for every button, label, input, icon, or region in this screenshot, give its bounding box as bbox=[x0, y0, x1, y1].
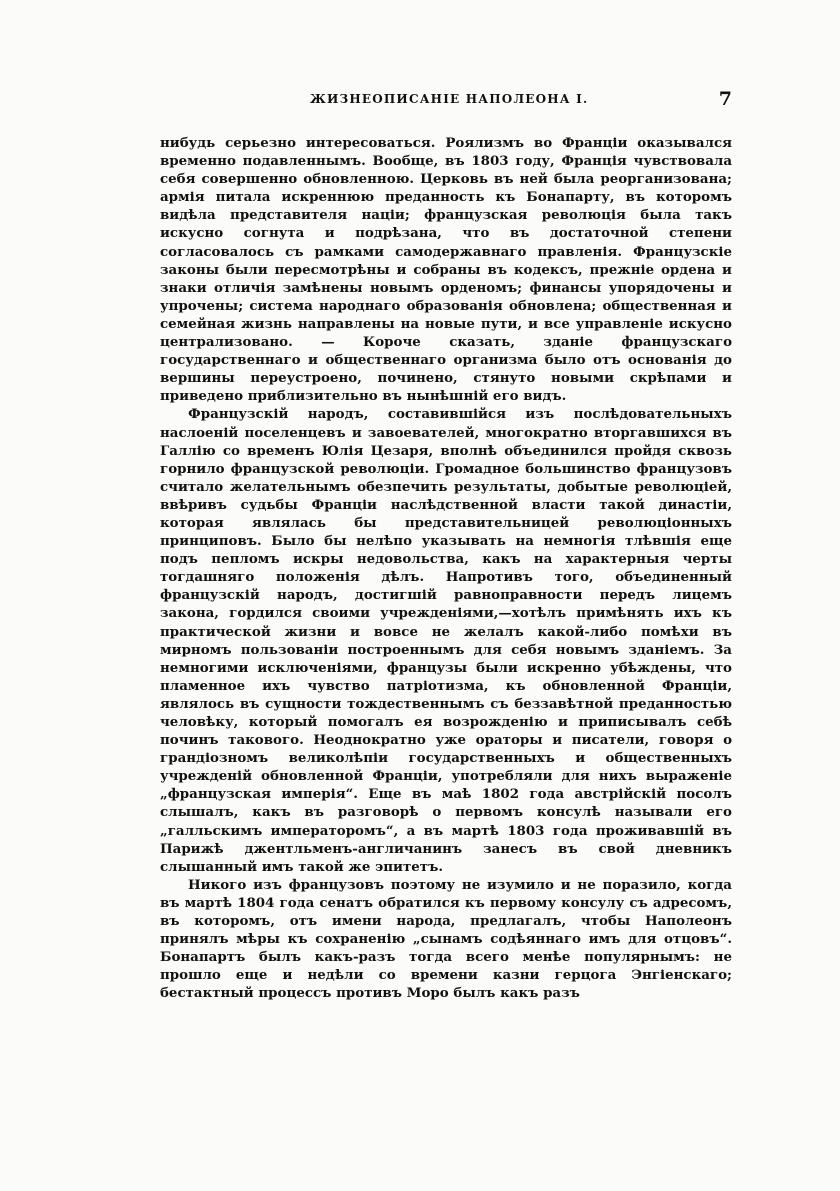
paragraph: Французскій народъ, составившійся изъ послѣдовательныхъ наслоеній поселенцевъ и завоевателей, многократно вторгавшихся въ Галлію со временъ Юлія Цезаря, вполнѣ объединился пройдя сквозь горнило французской революціи. Громадное большинство французовъ считало желательнымъ обезпечить результаты, добытые революціей, ввѣривъ судьбы Франціи наслѣдственной власти такой династіи, которая являлась бы представительницей революціонныхъ принциповъ. Было бы нелѣпо указывать на немногія тлѣвшія еще подъ пепломъ искры недовольства, какъ на характерныя черты тогдашняго положенія дѣлъ. Напротивъ того, объединенный французскій народъ, достигшій равноправности передъ лицемъ закона, гордился своими учрежденіями,—хотѣлъ примѣнять ихъ къ практической жизни и вовсе не желалъ какой-либо помѣхи въ мирномъ пользованіи построеннымъ для себя новымъ зданіемъ. За немногими исключеніями, французы были искренно убѣждены, что пламенное ихъ чувство патріотизма, къ обновленной Франціи, являлось въ сущности тождественнымъ съ беззавѣтной преданностью человѣку, который помогалъ ея возрожденію и приписывалъ себѣ починъ такового. Неоднократно уже ораторы и писатели, говоря о грандіозномъ великолѣпіи государственныхъ и общественныхъ учрежденій обновленной Франціи, употребляли для нихъ выраженіе „французская имперія“. Еще въ маѣ 1802 года австрійскій посолъ слышалъ, какъ въ разговорѣ о первомъ консулѣ называли его „галльскимъ императоромъ“, а въ мартѣ 1803 года проживавшій въ Парижѣ джентльменъ-англичанинъ занесъ въ свой дневникъ слышанный имъ такой же эпитетъ. bbox=[160, 406, 732, 875]
running-title: ЖИЗНЕОПИСАНІЕ НАПОЛЕОНА I. bbox=[310, 92, 589, 106]
page-number: 7 bbox=[718, 88, 732, 110]
paragraph: нибудь серьезно интересоваться. Роялизмъ во Франціи оказывался временно подавленнымъ. Вообще, въ 1803 году, Франція чувствовала себя совершенно обновленною. Церковь въ ней была реорганизована; армія питала искреннюю преданность къ Бонапарту, въ которомъ видѣла представителя націи; французская революція была такъ искусно согнута и подрѣзана, что въ достаточной степени согласовалось съ рамками самодержавнаго правленія. Французскіе законы были пересмотрѣны и собраны въ кодексъ, прежніе ордена и знаки отличія замѣнены новымъ орденомъ; финансы упорядочены и упрочены; система народнаго образованія обновлена; общественная и семейная жизнь направлены на новые пути, и все управленіе искусно централизовано. — Короче сказать, зданіе французскаго государственнаго и общественнаго организма было отъ основанія до вершины переустроено, починено, стянуто новыми скрѣпами и приведено приблизительно въ нынѣшній его видъ. bbox=[160, 135, 732, 405]
paragraph: Никого изъ французовъ поэтому не изумило и не поразило, когда въ мартѣ 1804 года сенатъ обратился къ первому консулу съ адресомъ, въ которомъ, отъ имени народа, предлагалъ, чтобы Наполеонъ принялъ мѣры къ сохраненію „сынамъ содѣяннаго имъ для отцовъ“. Бонапартъ былъ какъ-разъ тогда всего менѣе популярнымъ: не прошло еще и недѣли со времени казни герцога Энгіенскаго; бестактный процессъ противъ Моро былъ какъ разъ bbox=[160, 876, 732, 1002]
body-text bbox=[160, 134, 732, 1003]
page-header bbox=[160, 88, 732, 112]
